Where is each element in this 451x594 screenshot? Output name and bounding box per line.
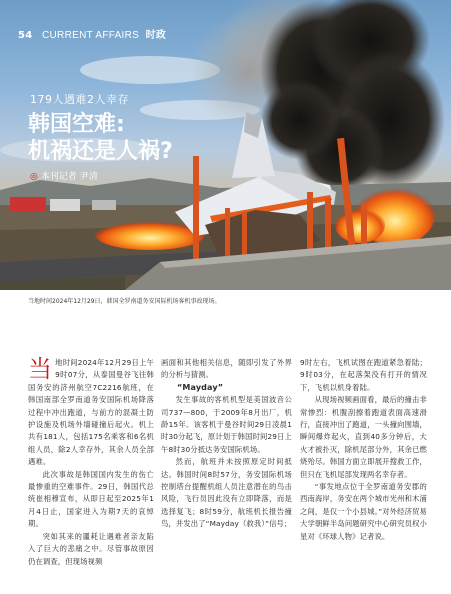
section-subhead: “Mayday”	[177, 382, 224, 392]
title-line-2: 机祸还是人祸?	[28, 139, 173, 164]
body-column-3	[300, 357, 427, 543]
page-number: 54	[18, 30, 33, 41]
section-label-cn: 时政	[145, 30, 167, 41]
photo-caption: 当地时间2024年12月29日，韩国全罗南道务安国际机场客机事故现场。	[28, 298, 221, 305]
paragraph-2: 此次事故是韩国国内发生的伤亡最惨重的空难事件。29日，韩国代总统崔相穆宣布，从即日起至2025年1月4日止，国家进入为期7天的哀悼期。	[28, 469, 154, 529]
page-header	[18, 26, 166, 41]
article-title	[28, 111, 208, 165]
title-line-1: 韩国空难:	[28, 112, 125, 137]
paragraph-9: “事发地点位于全罗南道务安郡的西南海岸，务安在两个城市光州和木浦之间，是仅一个小县城。”对外经济贸易大学朝鲜半岛问题研究中心研究员权小星对《环球人物》记者说。	[300, 482, 427, 541]
section-label-en: CURRENT AFFAIRS	[42, 30, 140, 41]
paragraph-6: 然而，航班并未按照原定时间抵达。韩国时间8时57分，务安国际机场控制塔台提醒机组人员注意潜在的鸟击风险，飞行员因此没有立即降落，而是选择复飞；8时59分，航班机长报告撞鸟，并发出了“Mayday（救我）”信号；	[161, 457, 292, 529]
paragraph-8: 从现场视频画面看，最后的撞击非常惨烈：机腹刮擦着跑道表面高速滑行，直接冲出了跑道，一头撞向围墙，瞬间爆炸起火，直到40多分钟后，大火才被扑灭，除机尾部分外，其余已燃烧殆尽。韩国方面立即展开搜救工作，但只在飞机尾部发现两名幸存者。	[300, 395, 427, 479]
article-kicker: 179人遇难2人幸存	[30, 93, 129, 106]
paragraph-3: 突如其来的噩耗让遇难者亲友陷入了巨大的悲痛之中。尽管事故原因仍在调查，但现场视频	[28, 531, 154, 566]
paragraph-1	[28, 357, 154, 469]
byline-text: 本刊记者 尹清	[40, 172, 98, 182]
paragraph-5: 发生事故的客机机型是美国波音公司737—800，于2009年8月出厂，机龄15年。该客机于曼谷时间29日凌晨1时30分起飞，原计划于韩国时间29日上午8时30分抵达务安国际机场。	[161, 395, 292, 454]
body-column-1	[28, 357, 154, 568]
paragraph-7: 9时左右，飞机试图在跑道紧急着陆；9时03分，在起落架没有打开的情况下，飞机以机身着陆。	[300, 358, 427, 392]
byline	[30, 169, 98, 182]
paragraph-1-text: 地时间2024年12月29日上午9时07分，从泰国曼谷飞往韩国务安的济州航空7C2216航班，在韩国南部全罗南道务安国际机场降落过程中冲出跑道，与前方的混凝土防护设施及机场外墙碰撞后起火。机上共有181人，包括175名乘客和6名机组人员，除2人幸存外，其余人员全部遇难。	[28, 358, 154, 467]
byline-mark-icon: ◎	[30, 172, 38, 182]
body-column-2	[161, 357, 292, 531]
paragraph-4: 画面和其他相关信息，随即引发了外界的分析与猜测。	[161, 358, 292, 380]
drop-cap: 当	[28, 355, 53, 383]
hero-photo	[0, 0, 451, 290]
